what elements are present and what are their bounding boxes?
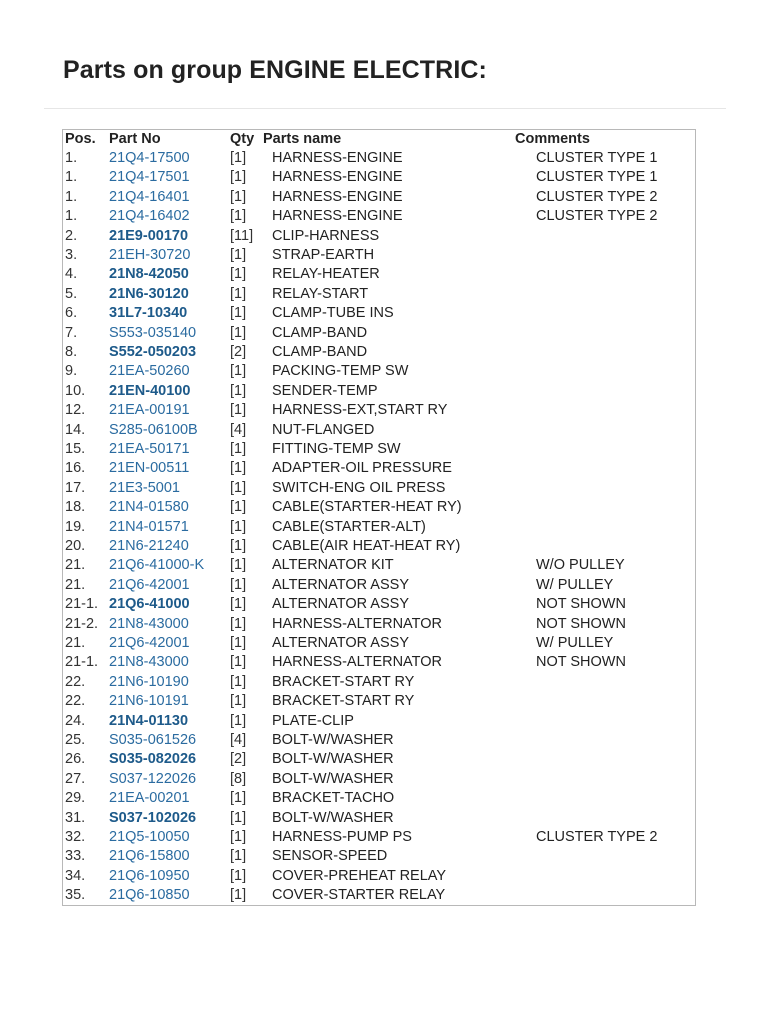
row-parts-name: COVER-PREHEAT RELAY [272,867,447,884]
row-parts-name: ADAPTER-OIL PRESSURE [272,460,452,477]
table-row [63,557,695,576]
row-pos: 31. [65,809,86,826]
row-pos: 22. [65,693,86,710]
table-row [63,887,695,906]
table-row [63,848,695,867]
row-pos: 21. [65,635,86,651]
row-parts-name: CLIP-HARNESS [272,227,380,244]
row-pos: 18. [65,499,86,516]
row-pos: 14. [65,421,86,438]
row-comment: CLUSTER TYPE 2 [536,188,658,205]
row-pos: 1. [65,169,78,186]
table-row [63,189,695,208]
row-qty: [1] [230,673,247,690]
row-parts-name: CABLE(STARTER-HEAT RY) [272,499,462,516]
row-qty: [1] [230,305,247,322]
row-parts-name: RELAY-START [272,285,369,302]
row-parts-name: ALTERNATOR ASSY [272,596,409,613]
row-pos: 5. [65,285,78,302]
row-qty: [1] [230,538,247,554]
page-title: Parts on group ENGINE ELECTRIC: [63,56,487,84]
table-row [63,596,695,615]
row-parts-name: CLAMP-BAND [272,344,368,360]
row-pos: 19. [65,518,86,535]
header-comments: Comments [515,131,590,147]
row-parts-name: BRACKET-START RY [272,693,415,710]
part-number-link[interactable]: S035-082026 [109,751,197,768]
row-qty: [2] [230,751,247,768]
row-parts-name: NUT-FLANGED [272,421,375,438]
row-pos: 24. [65,712,86,729]
table-row [63,616,695,635]
part-number-link[interactable]: 21Q6-10850 [109,887,190,904]
row-qty: [1] [230,363,247,380]
row-qty: [1] [230,557,247,574]
row-parts-name: HARNESS-ENGINE [272,188,403,205]
row-pos: 7. [65,324,78,341]
part-number-link[interactable]: 21N6-10190 [109,673,189,690]
row-comment: NOT SHOWN [536,596,626,613]
part-number-link[interactable]: 21EH-30720 [109,247,191,263]
row-pos: 20. [65,538,86,554]
row-qty: [1] [230,848,247,865]
header-part-no: Part No [109,131,161,147]
row-pos: 1. [65,208,78,225]
row-parts-name: SENDER-TEMP [272,382,378,399]
row-qty: [1] [230,867,247,884]
row-parts-name: ALTERNATOR ASSY [272,635,409,651]
row-qty: [1] [230,693,247,710]
part-number-link[interactable]: 21Q5-10050 [109,829,190,845]
part-number-link[interactable]: 21E9-00170 [109,227,189,244]
header-parts-name: Parts name [263,131,342,147]
row-parts-name: HARNESS-EXT,START RY [272,402,448,419]
table-row [63,790,695,809]
part-number-link[interactable]: S285-06100B [109,421,198,438]
part-number-link[interactable]: 21Q4-17501 [109,169,190,186]
row-qty: [1] [230,285,247,302]
row-parts-name: PLATE-CLIP [272,712,354,729]
table-row [63,499,695,518]
row-pos: 12. [65,402,86,419]
row-pos: 25. [65,732,86,748]
part-number-link[interactable]: 21EN-00511 [109,460,190,477]
row-parts-name: HARNESS-ENGINE [272,208,403,225]
table-row [63,868,695,887]
row-parts-name: HARNESS-ALTERNATOR [272,615,442,632]
part-number-link[interactable]: 21Q6-42001 [109,635,190,651]
row-comment: W/ PULLEY [536,635,614,651]
row-parts-name: CLAMP-TUBE INS [272,305,394,322]
table-row [63,383,695,402]
table-row [63,286,695,305]
part-number-link[interactable]: 21Q6-41000-K [109,557,205,574]
row-pos: 16. [65,460,86,477]
table-row [63,208,695,227]
row-parts-name: HARNESS-ALTERNATOR [272,654,442,671]
row-qty: [1] [230,324,247,341]
row-qty: [1] [230,479,247,496]
part-number-link[interactable]: 21N6-21240 [109,538,189,554]
row-comment: W/ PULLEY [536,576,614,593]
part-number-link[interactable]: 21Q6-15800 [109,848,190,865]
row-parts-name: CABLE(STARTER-ALT) [272,518,426,535]
row-parts-name: BRACKET-START RY [272,673,415,690]
row-parts-name: ALTERNATOR KIT [272,557,394,574]
row-pos: 21-1. [65,654,99,671]
row-pos: 29. [65,790,86,807]
part-number-link[interactable]: 21N6-30120 [109,285,189,302]
part-number-link[interactable]: 21N4-01130 [109,712,189,729]
row-pos: 21-1. [65,596,99,613]
table-row [63,363,695,382]
row-parts-name: HARNESS-PUMP PS [272,829,412,845]
table-row [63,266,695,285]
row-parts-name: CLAMP-BAND [272,324,368,341]
row-qty: [1] [230,809,247,826]
table-row [63,480,695,499]
row-parts-name: STRAP-EARTH [272,247,375,263]
row-parts-name: BRACKET-TACHO [272,790,395,807]
table-row [63,771,695,790]
table-row [63,751,695,770]
row-parts-name: BOLT-W/WASHER [272,751,394,768]
row-comment: CLUSTER TYPE 2 [536,829,658,845]
row-pos: 17. [65,479,86,496]
table-row [63,693,695,712]
part-number-link[interactable]: S035-061526 [109,732,197,748]
table-row [63,325,695,344]
table-row [63,732,695,751]
table-row [63,402,695,421]
part-number-link[interactable]: S552-050203 [109,344,197,360]
row-parts-name: BOLT-W/WASHER [272,809,394,826]
part-number-link[interactable]: S553-035140 [109,324,197,341]
part-number-link[interactable]: 21Q4-16402 [109,208,190,225]
row-qty: [1] [230,635,247,651]
row-qty: [1] [230,169,247,186]
row-pos: 8. [65,344,78,360]
row-qty: [1] [230,460,247,477]
row-qty: [1] [230,499,247,516]
table-row [63,654,695,673]
row-pos: 15. [65,441,86,457]
row-comment: CLUSTER TYPE 2 [536,208,658,225]
row-pos: 9. [65,363,78,380]
row-pos: 26. [65,751,86,768]
row-pos: 27. [65,770,86,787]
row-pos: 35. [65,887,86,904]
row-qty: [4] [230,732,247,748]
row-qty: [1] [230,441,247,457]
row-qty: [1] [230,615,247,632]
part-number-link[interactable]: 21EA-50171 [109,441,190,457]
row-comment: NOT SHOWN [536,654,626,671]
row-pos: 22. [65,673,86,690]
row-parts-name: SWITCH-ENG OIL PRESS [272,479,446,496]
row-pos: 3. [65,247,78,263]
table-row [63,635,695,654]
table-row [63,169,695,188]
row-qty: [4] [230,421,247,438]
row-qty: [1] [230,887,247,904]
row-qty: [1] [230,712,247,729]
row-qty: [11] [230,227,254,244]
row-parts-name: SENSOR-SPEED [272,848,388,865]
table-row [63,441,695,460]
row-qty: [1] [230,150,247,166]
row-pos: 33. [65,848,86,865]
row-parts-name: BOLT-W/WASHER [272,732,394,748]
row-pos: 1. [65,188,78,205]
row-pos: 21-2. [65,615,99,632]
row-parts-name: RELAY-HEATER [272,266,380,283]
row-comment: W/O PULLEY [536,557,625,574]
row-qty: [1] [230,576,247,593]
row-pos: 32. [65,829,86,845]
part-number-link[interactable]: 21N8-42050 [109,266,189,283]
row-parts-name: BOLT-W/WASHER [272,770,394,787]
header-qty: Qty [230,131,255,147]
row-pos: 6. [65,305,78,322]
table-row [63,577,695,596]
part-number-link[interactable]: 21Q4-17500 [109,150,190,166]
row-parts-name: COVER-STARTER RELAY [272,887,446,904]
part-number-link[interactable]: 31L7-10340 [109,305,188,322]
table-row [63,305,695,324]
part-number-link[interactable]: 21E3-5001 [109,479,180,496]
row-qty: [1] [230,518,247,535]
row-qty: [1] [230,247,247,263]
table-row [63,538,695,557]
row-comment: CLUSTER TYPE 1 [536,169,658,186]
row-pos: 1. [65,150,78,166]
table-row [63,422,695,441]
part-number-link[interactable]: 21N4-01580 [109,499,189,516]
row-parts-name: ALTERNATOR ASSY [272,576,409,593]
title-divider [44,108,726,109]
table-row [63,344,695,363]
row-comment: NOT SHOWN [536,615,626,632]
row-parts-name: CABLE(AIR HEAT-HEAT RY) [272,538,461,554]
row-qty: [1] [230,402,247,419]
table-row [63,150,695,169]
part-number-link[interactable]: 21N8-43000 [109,615,189,632]
row-qty: [2] [230,344,247,360]
part-number-link[interactable]: 21EA-00201 [109,790,190,807]
row-qty: [1] [230,829,247,845]
part-number-link[interactable]: S037-122026 [109,770,197,787]
row-qty: [1] [230,188,247,205]
table-row [63,829,695,848]
table-row [63,519,695,538]
row-parts-name: HARNESS-ENGINE [272,169,403,186]
part-number-link[interactable]: 21N4-01571 [109,518,189,535]
row-comment: CLUSTER TYPE 1 [536,150,658,166]
row-qty: [8] [230,770,247,787]
table-row [63,674,695,693]
row-pos: 2. [65,227,78,244]
part-number-link[interactable]: 21N8-43000 [109,654,189,671]
row-qty: [1] [230,790,247,807]
row-parts-name: FITTING-TEMP SW [272,441,401,457]
row-qty: [1] [230,654,247,671]
table-row [63,247,695,266]
row-parts-name: HARNESS-ENGINE [272,150,403,166]
row-parts-name: PACKING-TEMP SW [272,363,409,380]
part-number-link[interactable]: 21EA-50260 [109,363,190,380]
part-number-link[interactable]: 21EN-40100 [109,382,191,399]
part-number-link[interactable]: S037-102026 [109,809,197,826]
part-number-link[interactable]: 21Q6-10950 [109,867,190,884]
row-pos: 4. [65,266,78,283]
part-number-link[interactable]: 21EA-00191 [109,402,190,419]
table-row [63,460,695,479]
table-row [63,713,695,732]
part-number-link[interactable]: 21Q6-41000 [109,596,190,613]
row-pos: 10. [65,382,86,399]
row-pos: 21. [65,557,86,574]
row-qty: [1] [230,266,247,283]
table-row [63,228,695,247]
header-pos: Pos. [65,131,96,147]
part-number-link[interactable]: 21N6-10191 [109,693,189,710]
row-qty: [1] [230,596,247,613]
table-row [63,810,695,829]
part-number-link[interactable]: 21Q4-16401 [109,188,190,205]
part-number-link[interactable]: 21Q6-42001 [109,576,190,593]
row-pos: 21. [65,576,86,593]
row-pos: 34. [65,867,86,884]
row-qty: [1] [230,208,247,225]
row-qty: [1] [230,382,247,399]
parts-table [62,129,696,906]
